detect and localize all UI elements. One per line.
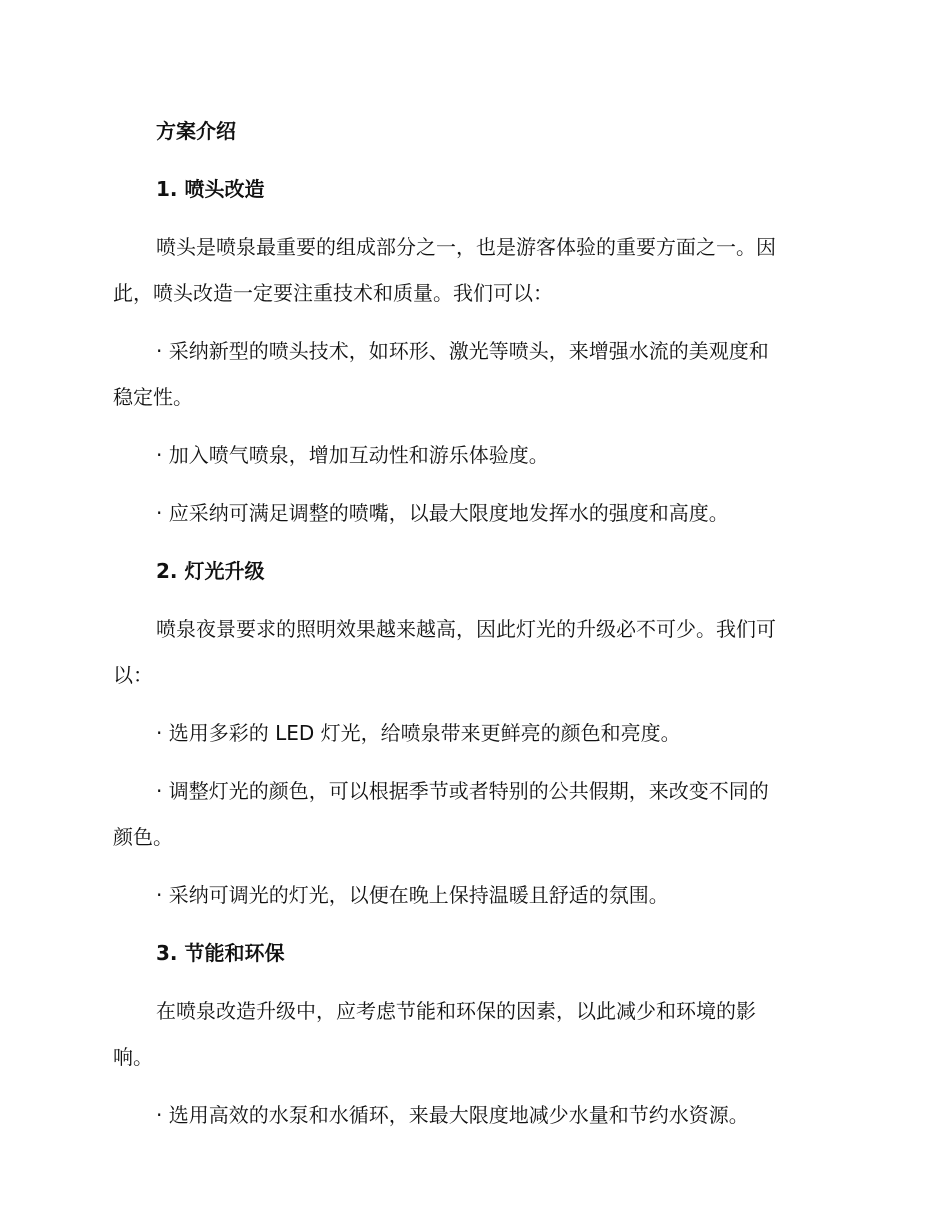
paragraph-line: 响。 [113, 1045, 153, 1069]
bullet-line: · 采纳新型的喷头技术，如环形、激光等喷头，来增强水流的美观度和 [156, 339, 769, 363]
bullet-line: · 选用高效的水泵和水循环，来最大限度地减少水量和节约水资源。 [156, 1103, 749, 1127]
section-1-heading: 1. 喷头改造 [156, 177, 265, 201]
section-1-paragraph [113, 224, 833, 316]
section-1-bullet-3 [113, 490, 833, 536]
section-2-bullet-3 [113, 872, 833, 918]
bullet-line: · 应采纳可满足调整的喷嘴，以最大限度地发挥水的强度和高度。 [156, 501, 729, 525]
doc-title: 方案介绍 [156, 119, 236, 143]
paragraph-line: 喷头是喷泉最重要的组成部分之一，也是游客体验的重要方面之一。因 [156, 235, 776, 259]
paragraph-line: 此，喷头改造一定要注重技术和质量。我们可以： [113, 281, 553, 305]
bullet-line: · 采纳可调光的灯光，以便在晚上保持温暖且舒适的氛围。 [156, 883, 669, 907]
section-2-paragraph [113, 606, 833, 698]
bullet-line: · 调整灯光的颜色，可以根据季节或者特别的公共假期，来改变不同的 [156, 779, 769, 803]
section-2-heading: 2. 灯光升级 [156, 559, 265, 583]
section-3-heading: 3. 节能和环保 [156, 941, 285, 965]
bullet-line: 颜色。 [113, 825, 173, 849]
section-1-bullet-1 [113, 328, 833, 420]
bullet-line: · 选用多彩的 LED 灯光，给喷泉带来更鲜亮的颜色和亮度。 [156, 721, 681, 745]
paragraph-line: 喷泉夜景要求的照明效果越来越高，因此灯光的升级必不可少。我们可 [156, 617, 776, 641]
document-body [113, 108, 833, 1150]
section-2-bullet-2 [113, 768, 833, 860]
paragraph-line: 以： [113, 663, 153, 687]
paragraph-line: 在喷泉改造升级中，应考虑节能和环保的因素，以此减少和环境的影 [156, 999, 756, 1023]
bullet-line: · 加入喷气喷泉，增加互动性和游乐体验度。 [156, 443, 549, 467]
section-3-bullet-1 [113, 1092, 833, 1138]
section-3-paragraph [113, 988, 833, 1080]
section-1-bullet-2 [113, 432, 833, 478]
bullet-line: 稳定性。 [113, 385, 193, 409]
section-2-bullet-1 [113, 710, 833, 756]
